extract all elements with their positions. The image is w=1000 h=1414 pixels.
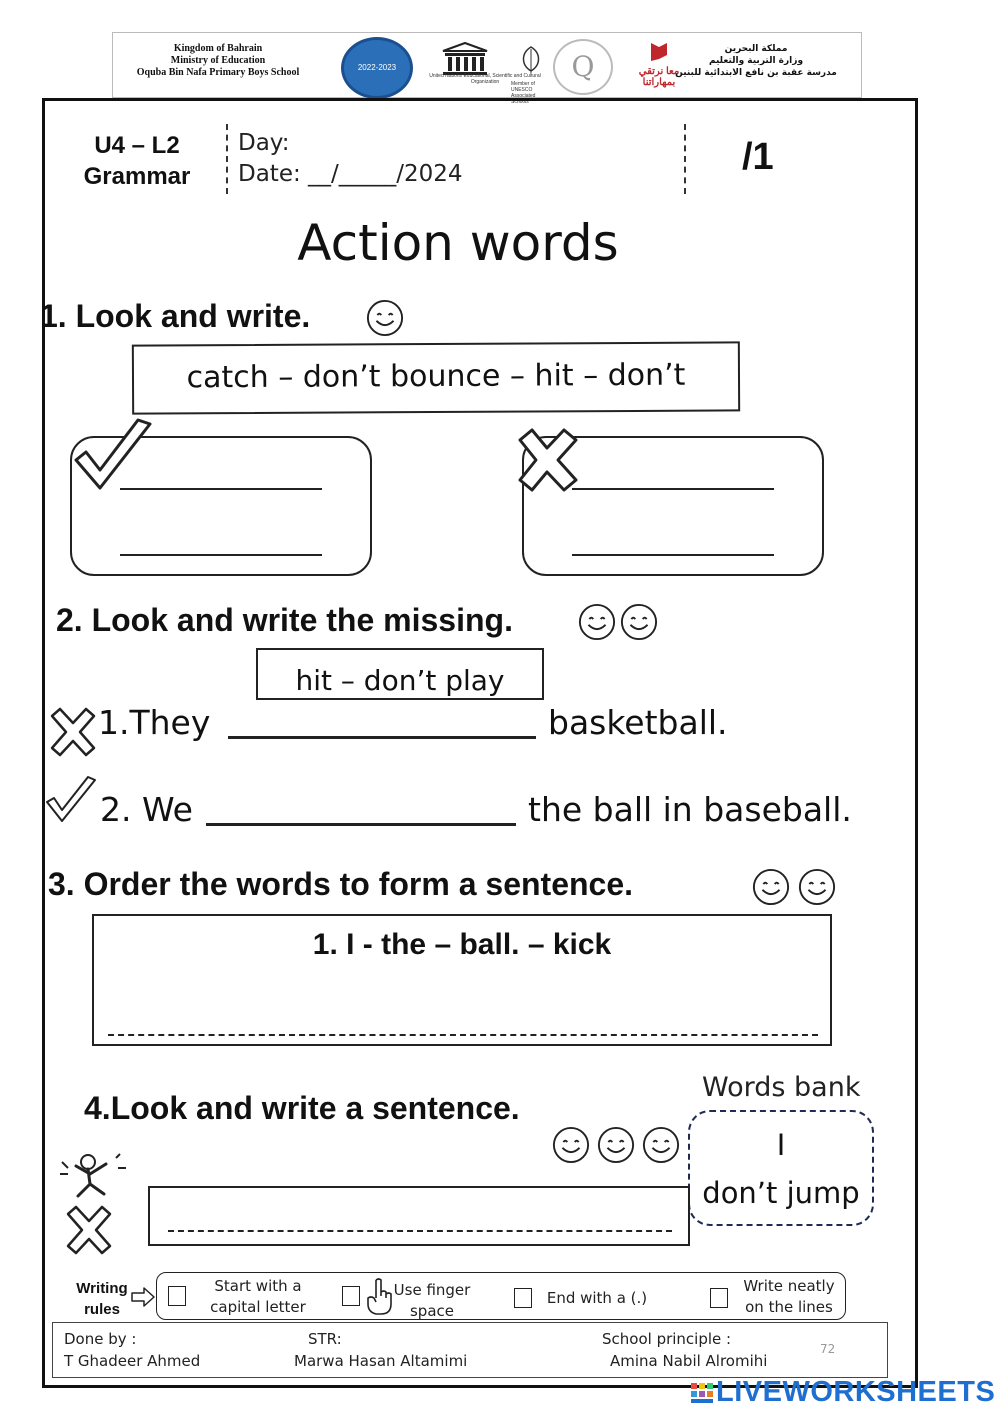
q1-word-box (132, 341, 740, 414)
words-bank-title: Words bank (702, 1072, 861, 1103)
liveworksheets-watermark[interactable] (690, 1376, 996, 1408)
q4-heading: 4.Look and write a sentence. (84, 1090, 520, 1126)
logo-year: 2022-2023 (357, 63, 397, 72)
jumping-boy-icon (54, 1152, 130, 1202)
member-caption (511, 39, 551, 105)
unesco-caption: United Nations Educational, Scientific and Cultural Organization (429, 73, 541, 85)
rule-text: space (409, 1302, 454, 1320)
rule-checkbox[interactable] (168, 1286, 186, 1306)
quality-logo-icon: Q (553, 39, 613, 95)
checkmark-icon (44, 774, 98, 826)
q2-heading: 2. Look and write the missing. (56, 602, 513, 638)
smiley-icon (642, 1126, 680, 1164)
q4-answer-box (148, 1186, 690, 1246)
checkmark-icon (72, 416, 154, 496)
q2-item2-suffix: the ball in baseball. (528, 790, 852, 829)
done-by-name: T Ghadeer Ahmed (64, 1352, 201, 1370)
watermark-text: LIVEWORKSHEETS (716, 1376, 996, 1408)
banner-en-line: Kingdom of Bahrain (173, 43, 263, 54)
rule-text: on the lines (745, 1298, 833, 1316)
leaf-icon (511, 39, 551, 79)
ministry-logo (341, 37, 413, 99)
page-number: 72 (820, 1342, 836, 1356)
rule-text: Start with a (214, 1277, 302, 1295)
q1-words: catch – don’t bounce – hit – don’t (186, 357, 686, 396)
banner-en-line: Ministry of Education (170, 55, 266, 66)
answer-line[interactable] (572, 488, 774, 490)
q1-heading: 1. Look and write. (40, 298, 311, 334)
str-name: Marwa Hasan Altamimi (294, 1352, 468, 1370)
words-bank-box (688, 1110, 874, 1226)
q2-word-box (256, 648, 544, 700)
answer-line[interactable] (168, 1230, 672, 1232)
smiley-icon (578, 603, 616, 641)
smiley-icon (552, 1126, 590, 1164)
q3-heading: 3. Order the words to form a sentence. (48, 866, 634, 902)
banner-ar-line: وزارة التربية والتعليم (708, 56, 804, 66)
rule-checkbox[interactable] (710, 1288, 728, 1308)
cross-icon (62, 1204, 116, 1256)
arrow-right-icon (130, 1286, 156, 1308)
q2-item2-prefix: 2. We (100, 790, 193, 829)
bank-word: I (776, 1128, 786, 1162)
answer-line[interactable] (108, 1034, 818, 1036)
header-divider (684, 124, 686, 194)
lesson-code (62, 130, 212, 192)
red-logo-text: معا نرتقي بمهاراتنا (638, 66, 680, 88)
header-divider (226, 124, 228, 194)
q3-prompt: 1. I - the – ball. – kick (312, 928, 612, 961)
rules-label-line: rules (84, 1301, 120, 1318)
rule-text: Write neatly (743, 1277, 835, 1295)
q2-item1-suffix: basketball. (548, 703, 728, 742)
banner-english-text (123, 43, 313, 79)
day-date-block (238, 128, 463, 190)
rule-neat (736, 1276, 842, 1318)
principal-name: Amina Nabil Alromihi (610, 1352, 768, 1370)
liveworksheets-logo-icon (690, 1382, 714, 1404)
smiley-icon (366, 299, 404, 337)
day-label[interactable]: Day: (238, 130, 290, 156)
answer-line[interactable] (206, 823, 516, 826)
q3-sentence-box (92, 914, 832, 1046)
smiley-icon (752, 868, 790, 906)
str-label: STR: (308, 1330, 342, 1348)
date-label[interactable]: Date: __/_____/2024 (238, 161, 463, 187)
smiley-icon (620, 603, 658, 641)
done-by-label: Done by : (64, 1330, 137, 1348)
score-label: /1 (742, 136, 774, 178)
q2-item1-prefix: 1.They (98, 703, 211, 742)
cross-icon (46, 706, 100, 758)
banner-en-line: Oquba Bin Nafa Primary Boys School (136, 67, 300, 78)
answer-line[interactable] (572, 554, 774, 556)
rule-finger-space (388, 1280, 476, 1322)
rule-checkbox[interactable] (342, 1286, 360, 1306)
rule-text: capital letter (210, 1298, 306, 1316)
rules-label-line: Writing (76, 1280, 128, 1297)
answer-line[interactable] (228, 736, 536, 739)
page-title: Action words (297, 214, 619, 272)
smiley-icon (597, 1126, 635, 1164)
principal-label: School principle : (602, 1330, 732, 1348)
cross-icon (512, 426, 582, 494)
banner-ar-line: مملكة البحرين (724, 44, 788, 54)
unit-label: U4 – L2 (94, 132, 180, 159)
rule-checkbox[interactable] (514, 1288, 532, 1308)
rule-text: End with a (.) (546, 1289, 648, 1307)
school-banner (112, 32, 862, 105)
q2-words: hit – don’t play (295, 664, 505, 697)
banner-ar-line: مدرسة عقبة بن نافع الابتدائية للبنين (675, 68, 837, 78)
rule-text: Use finger (393, 1281, 471, 1299)
rule-capital (194, 1276, 322, 1318)
member-text: Member of UNESCO Associated Schools (511, 81, 536, 105)
bank-word: don’t jump (702, 1176, 860, 1210)
subject-label: Grammar (83, 163, 191, 190)
answer-line[interactable] (120, 554, 322, 556)
smiley-icon (798, 868, 836, 906)
rule-full-stop (540, 1288, 654, 1309)
banner-arabic-text (661, 43, 851, 79)
answer-line[interactable] (120, 488, 322, 490)
